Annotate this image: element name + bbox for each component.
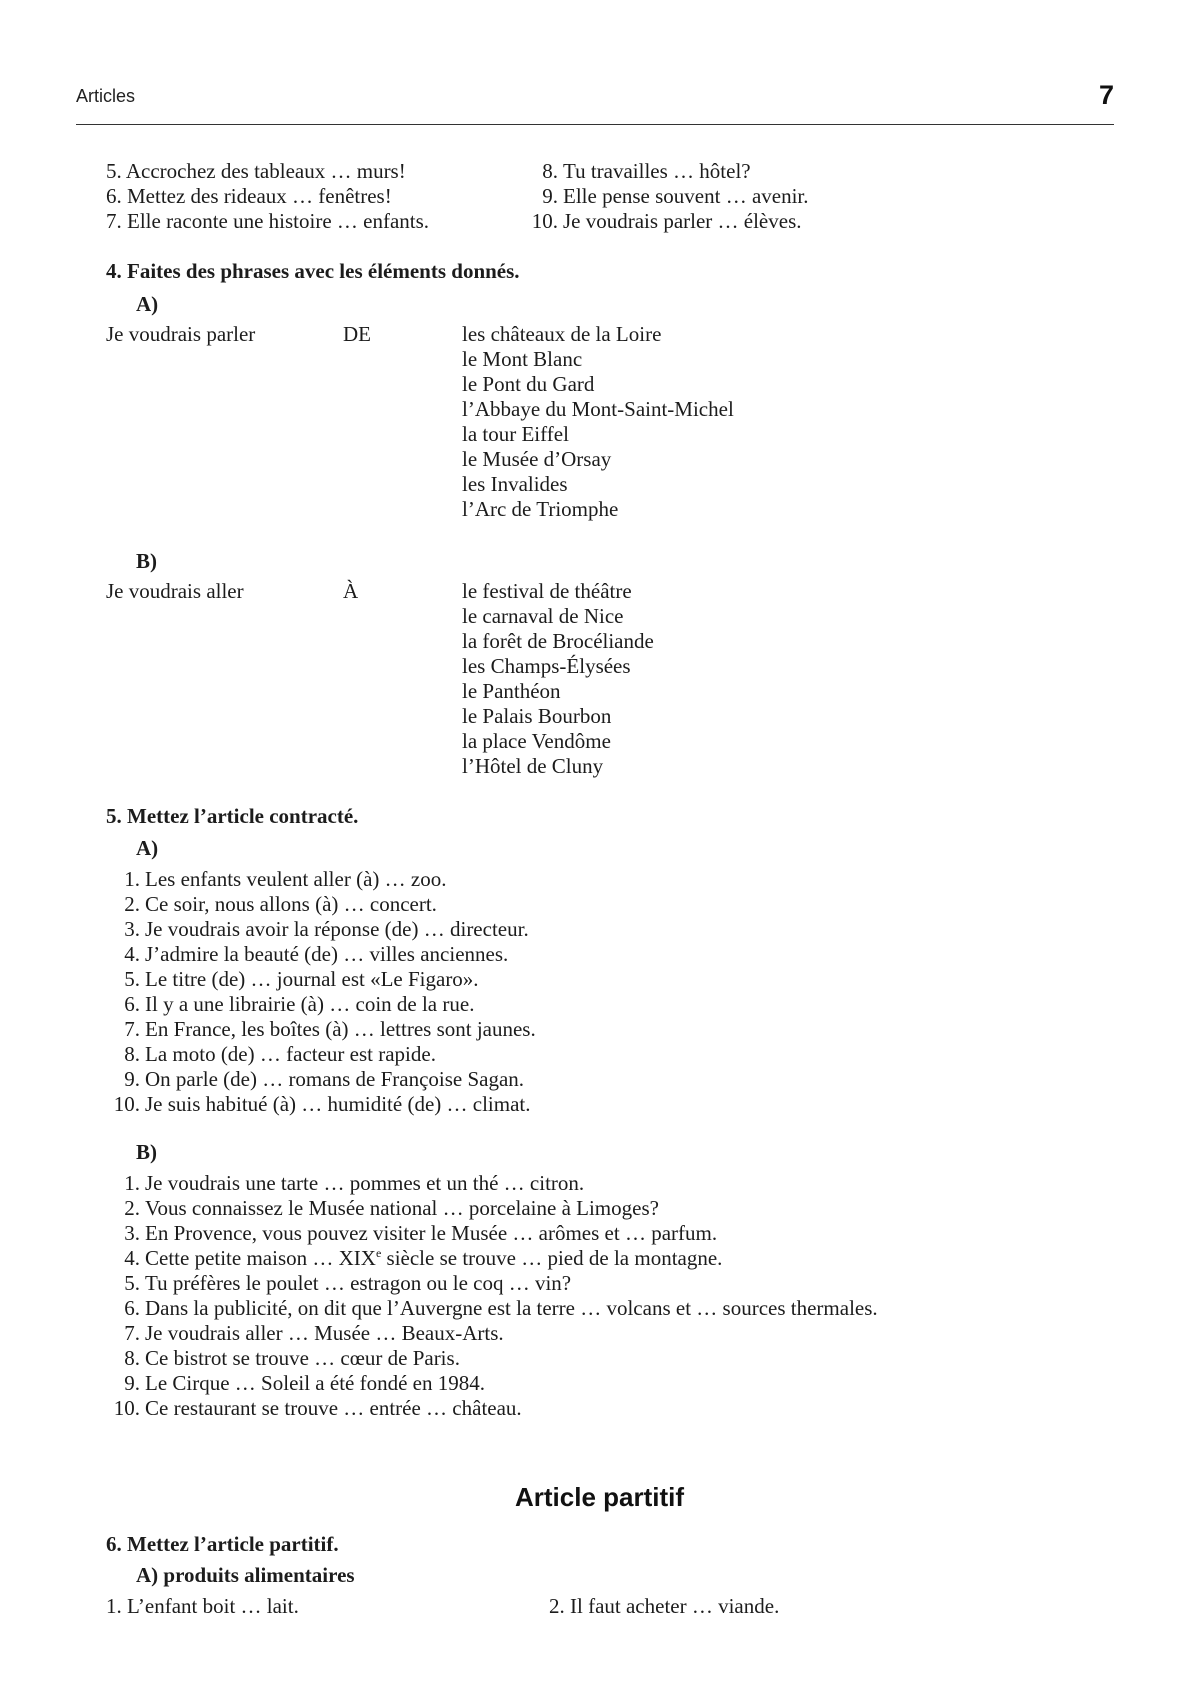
exercise-4a-stem: Je voudrais parler: [106, 322, 256, 346]
list-item: 1. Les enfants veulent aller (à) … zoo.: [124, 867, 447, 891]
list-item: 1. Je voudrais une tarte … pommes et un thé … citron.: [124, 1171, 585, 1195]
list-item: la tour Eiffel: [462, 422, 569, 446]
list-item: les châteaux de la Loire: [462, 322, 662, 346]
list-item: 8. Ce bistrot se trouve … cœur de Paris.: [124, 1346, 460, 1370]
list-item: 8. La moto (de) … facteur est rapide.: [124, 1042, 436, 1066]
list-item: 4. J’admire la beauté (de) … villes anciennes.: [124, 942, 509, 966]
list-item: 8. Tu travailles … hôtel?: [542, 159, 751, 183]
ex3-right-column: [524, 159, 809, 234]
exercise-5a-label: A): [136, 836, 159, 860]
list-item: 6. Dans la publicité, on dit que l’Auvergne est la terre … volcans et … sources thermales.: [124, 1296, 878, 1320]
exercise-5b-list: [106, 1171, 878, 1421]
list-item: le Panthéon: [462, 679, 561, 703]
list-item: 2. Il faut acheter … viande.: [549, 1594, 780, 1618]
list-item: le Palais Bourbon: [462, 704, 612, 728]
list-item: 7. Elle raconte une histoire … enfants.: [106, 209, 430, 233]
list-item: 1. L’enfant boit … lait.: [106, 1594, 299, 1618]
list-item: 6. Il y a une librairie (à) … coin de la rue.: [124, 992, 475, 1016]
list-item: le Mont Blanc: [462, 347, 583, 371]
exercise-4-title: 4. Faites des phrases avec les éléments donnés.: [106, 259, 520, 283]
exercise-4b-label: B): [136, 549, 157, 573]
list-item: le festival de théâtre: [462, 579, 632, 603]
list-item: les Champs-Élysées: [462, 654, 631, 678]
list-item: 9. Le Cirque … Soleil a été fondé en 1984.: [124, 1371, 485, 1395]
list-item: l’Arc de Triomphe: [462, 497, 619, 521]
list-item: la place Vendôme: [462, 729, 611, 753]
page-number: 7: [1098, 80, 1114, 110]
exercise-4a-preposition: DE: [343, 322, 371, 346]
list-item: le Pont du Gard: [462, 372, 595, 396]
list-item: 7. Je voudrais aller … Musée … Beaux-Arts.: [124, 1321, 504, 1345]
list-item: l’Abbaye du Mont-Saint-Michel: [462, 397, 734, 421]
list-item: 2. Vous connaissez le Musée national … porcelaine à Limoges?: [124, 1196, 659, 1220]
list-item: les Invalides: [462, 472, 568, 496]
list-item: 5. Le titre (de) … journal est «Le Figaro».: [124, 967, 479, 991]
section-heading: Article partitif: [514, 1482, 685, 1512]
list-item: 4. Cette petite maison … XIXe siècle se trouve … pied de la montagne.: [124, 1246, 723, 1270]
list-item: 5. Accrochez des tableaux … murs!: [106, 159, 406, 183]
list-item: le Musée d’Orsay: [462, 447, 612, 471]
list-item: 3. En Provence, vous pouvez visiter le Musée … arômes et … parfum.: [124, 1221, 718, 1245]
exercise-6-title: 6. Mettez l’article partitif.: [106, 1532, 339, 1556]
exercise-4a-items: [462, 322, 734, 522]
list-item: 2. Ce soir, nous allons (à) … concert.: [124, 892, 437, 916]
exercise-5b-label: B): [136, 1140, 157, 1164]
exercise-6a-label: A) produits alimentaires: [136, 1563, 355, 1587]
list-item: 5. Tu préfères le poulet … estragon ou le coq … vin?: [124, 1271, 572, 1295]
exercise-4b-items: [462, 579, 654, 779]
page-header: [76, 80, 1114, 125]
list-item: le carnaval de Nice: [462, 604, 624, 628]
list-item: 10. Je suis habitué (à) … humidité (de) … climat.: [113, 1092, 531, 1116]
list-item: 10. Je voudrais parler … élèves.: [531, 209, 802, 233]
list-item: 6. Mettez des rideaux … fenêtres!: [106, 184, 392, 208]
exercise-5a-list: [106, 867, 536, 1117]
exercise-4a-label: A): [136, 292, 159, 316]
list-item: 10. Ce restaurant se trouve … entrée … château.: [113, 1396, 522, 1420]
list-item: l’Hôtel de Cluny: [462, 754, 604, 778]
exercise-4b-stem: Je voudrais aller: [106, 579, 244, 603]
running-title: Articles: [76, 86, 136, 106]
exercise-4b-preposition: À: [343, 579, 359, 603]
list-item: 9. Elle pense souvent … avenir.: [542, 184, 809, 208]
list-item: 7. En France, les boîtes (à) … lettres sont jaunes.: [124, 1017, 536, 1041]
ex3-left-column: [106, 159, 429, 234]
exercise-5-title: 5. Mettez l’article contracté.: [106, 804, 359, 828]
list-item: la forêt de Brocéliande: [462, 629, 654, 653]
list-item: 9. On parle (de) … romans de Françoise Sagan.: [124, 1067, 525, 1091]
list-item: 3. Je voudrais avoir la réponse (de) … directeur.: [124, 917, 529, 941]
